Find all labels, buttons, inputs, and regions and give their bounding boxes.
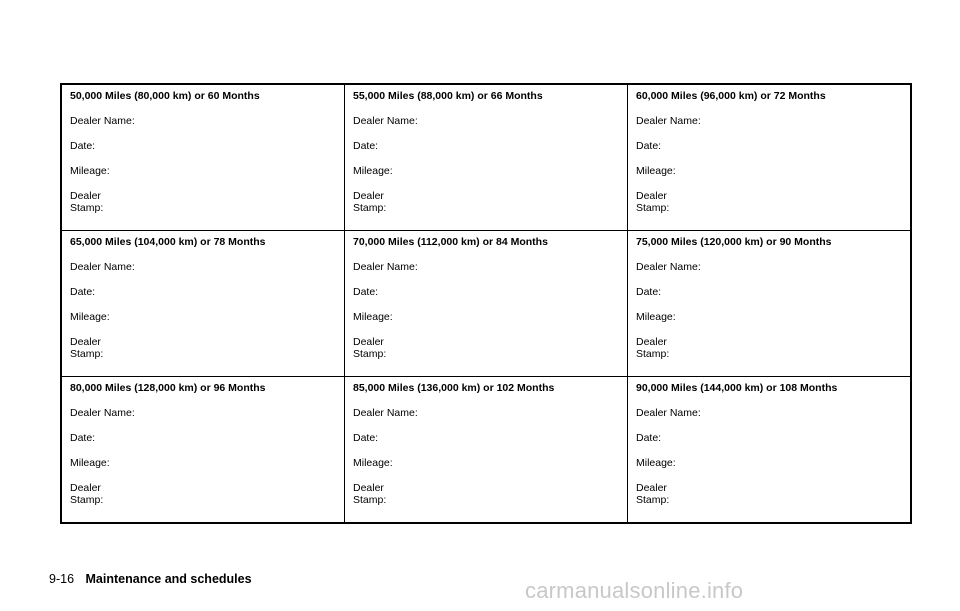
dealer-name-label: Dealer Name: [353, 115, 418, 127]
page-number: 9-16 [49, 572, 75, 586]
mileage-label: Mileage: [70, 165, 110, 177]
mileage-label: Mileage: [353, 165, 393, 177]
dealer-stamp-label: Dealer Stamp: [636, 336, 670, 360]
dealer-name-label: Dealer Name: [636, 115, 701, 127]
mileage-label: Mileage: [70, 457, 110, 469]
mileage-label: Mileage: [636, 457, 676, 469]
dealer-name-label: Dealer Name: [70, 261, 135, 273]
interval-heading: 70,000 Miles (112,000 km) or 84 Months [353, 236, 548, 248]
dealer-stamp-label: Dealer Stamp: [70, 336, 104, 360]
maintenance-record-cell [345, 231, 628, 377]
interval-heading: 55,000 Miles (88,000 km) or 66 Months [353, 90, 543, 102]
maintenance-record-cell [62, 85, 345, 231]
maintenance-record-cell [62, 231, 345, 377]
interval-heading: 65,000 Miles (104,000 km) or 78 Months [70, 236, 266, 248]
date-label: Date: [636, 432, 662, 444]
date-label: Date: [636, 286, 662, 298]
mileage-label: Mileage: [353, 457, 393, 469]
dealer-name-label: Dealer Name: [70, 115, 135, 127]
mileage-label: Mileage: [70, 311, 110, 323]
mileage-label: Mileage: [636, 165, 676, 177]
maintenance-record-cell [345, 85, 628, 231]
mileage-label: Mileage: [353, 311, 393, 323]
mileage-label: Mileage: [636, 311, 676, 323]
date-label: Date: [353, 140, 379, 152]
interval-heading: 60,000 Miles (96,000 km) or 72 Months [636, 90, 826, 102]
dealer-stamp-label: Dealer Stamp: [353, 336, 387, 360]
date-label: Date: [353, 432, 379, 444]
section-title: Maintenance and schedules [85, 572, 252, 586]
date-label: Date: [70, 140, 96, 152]
dealer-stamp-label: Dealer Stamp: [636, 482, 670, 506]
dealer-stamp-label: Dealer Stamp: [70, 482, 104, 506]
dealer-name-label: Dealer Name: [636, 261, 701, 273]
interval-heading: 80,000 Miles (128,000 km) or 96 Months [70, 382, 266, 394]
dealer-name-label: Dealer Name: [636, 407, 701, 419]
maintenance-record-cell [628, 85, 910, 231]
maintenance-log-table [60, 83, 912, 524]
dealer-name-label: Dealer Name: [353, 407, 418, 419]
date-label: Date: [70, 286, 96, 298]
interval-heading: 75,000 Miles (120,000 km) or 90 Months [636, 236, 832, 248]
dealer-stamp-label: Dealer Stamp: [353, 482, 387, 506]
date-label: Date: [636, 140, 662, 152]
maintenance-record-cell [62, 377, 345, 522]
maintenance-record-cell [345, 377, 628, 522]
watermark-text: carmanualsonline.info [525, 578, 744, 603]
date-label: Date: [70, 432, 96, 444]
maintenance-record-cell [628, 231, 910, 377]
page-footer [49, 572, 252, 586]
date-label: Date: [353, 286, 379, 298]
dealer-name-label: Dealer Name: [353, 261, 418, 273]
interval-heading: 50,000 Miles (80,000 km) or 60 Months [70, 90, 260, 102]
dealer-stamp-label: Dealer Stamp: [70, 190, 104, 214]
dealer-name-label: Dealer Name: [70, 407, 135, 419]
maintenance-record-cell [628, 377, 910, 522]
interval-heading: 90,000 Miles (144,000 km) or 108 Months [636, 382, 838, 394]
dealer-stamp-label: Dealer Stamp: [353, 190, 387, 214]
interval-heading: 85,000 Miles (136,000 km) or 102 Months [353, 382, 555, 394]
dealer-stamp-label: Dealer Stamp: [636, 190, 670, 214]
